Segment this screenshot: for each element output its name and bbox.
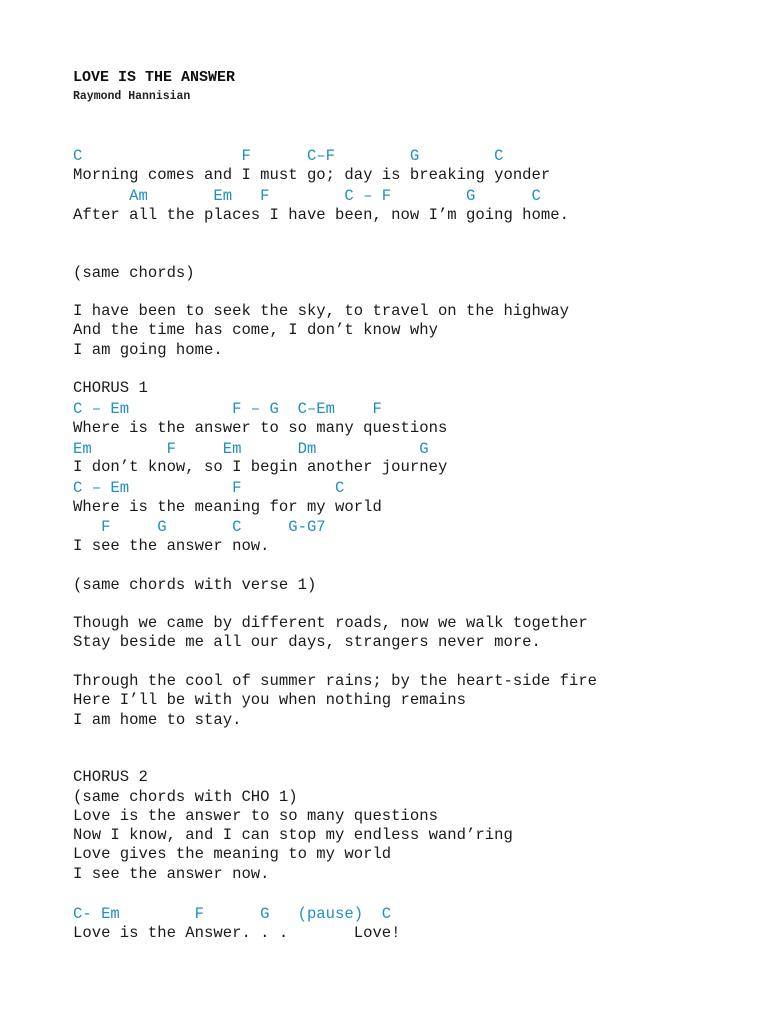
verse2-lyric-line-3: I am going home. — [73, 341, 223, 359]
chorus1-lyric-line-1: Where is the answer to so many questions — [73, 419, 448, 437]
chorus1-heading: CHORUS 1 — [73, 379, 148, 397]
verse1-chord-line-1: C F C–F G C — [73, 147, 504, 165]
verse4-lyric-line-3: I am home to stay. — [73, 711, 242, 729]
verse2-lyric-line-1: I have been to seek the sky, to travel on the highway — [73, 302, 569, 320]
chorus2-lyric-line-2: Now I know, and I can stop my endless wand’ring — [73, 826, 513, 844]
chorus1-chord-line-2: Em F Em Dm G — [73, 440, 429, 458]
verse1-lyric-line-2: After all the places I have been, now I’m going home. — [73, 206, 569, 224]
verse1-lyric-line-1: Morning comes and I must go; day is breaking yonder — [73, 166, 551, 184]
chorus1-chord-line-1: C – Em F – G C–Em F — [73, 400, 382, 418]
chorus2-lyric-line-4: I see the answer now. — [73, 865, 270, 883]
song-title: LOVE IS THE ANSWER — [73, 69, 236, 86]
chorus2-note: (same chords with CHO 1) — [73, 788, 298, 806]
chorus1-lyric-line-3: Where is the meaning for my world — [73, 498, 382, 516]
verse2-note: (same chords) — [73, 264, 195, 282]
chorus2-lyric-line-3: Love gives the meaning to my world — [73, 845, 392, 863]
verse3-lyric-line-2: Stay beside me all our days, strangers never more. — [73, 633, 541, 651]
chorus2-heading: CHORUS 2 — [73, 768, 148, 786]
ending-lyric-line: Love is the Answer. . . Love! — [73, 924, 401, 942]
verse2-lyric-line-2: And the time has come, I don’t know why — [73, 321, 438, 339]
verse1-chord-line-2: Am Em F C – F G C — [73, 187, 541, 205]
chorus1-lyric-line-2: I don’t know, so I begin another journey — [73, 458, 448, 476]
verse3-lyric-line-1: Though we came by different roads, now we walk together — [73, 614, 588, 632]
song-author: Raymond Hannisian — [73, 90, 191, 103]
chorus1-chord-line-4: F G C G-G7 — [73, 518, 326, 536]
chorus2-lyric-line-1: Love is the answer to so many questions — [73, 807, 438, 825]
ending-chord-line: C- Em F G (pause) C — [73, 905, 392, 923]
verse4-lyric-line-1: Through the cool of summer rains; by the heart-side fire — [73, 672, 598, 690]
verse3-note: (same chords with verse 1) — [73, 576, 317, 594]
chorus1-chord-line-3: C – Em F C — [73, 479, 345, 497]
verse4-lyric-line-2: Here I’ll be with you when nothing remains — [73, 691, 467, 709]
chorus1-lyric-line-4: I see the answer now. — [73, 537, 270, 555]
